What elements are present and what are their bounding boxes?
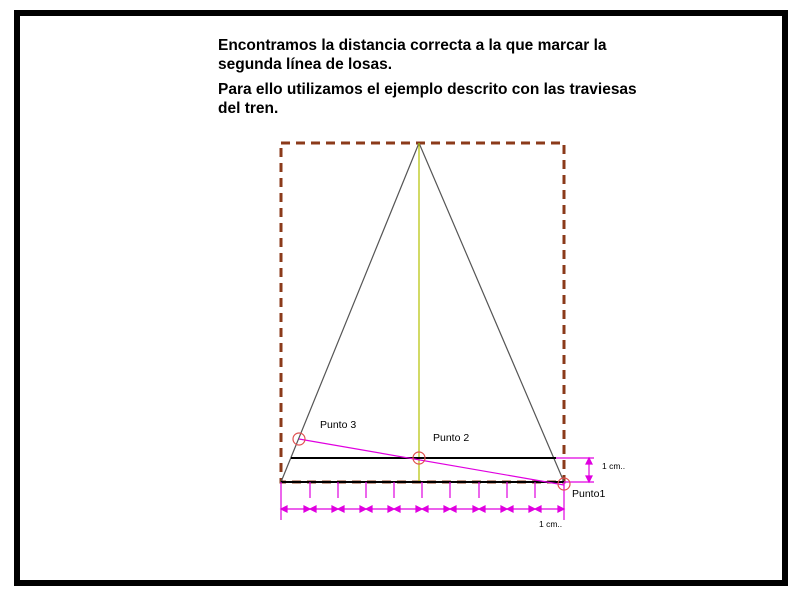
horizontal-measure-row bbox=[281, 506, 564, 512]
base-tick-marks bbox=[281, 482, 564, 520]
horizontal-measure-label: 1 cm.. bbox=[539, 519, 563, 529]
slide-paragraph-1: Encontramos la distancia correcta a la que marcar la segunda línea de losas. bbox=[218, 37, 607, 73]
triangle-left-side bbox=[281, 143, 419, 482]
diagonal-line bbox=[299, 439, 564, 485]
punto-2-label: Punto 2 bbox=[433, 432, 470, 444]
vertical-measure-label: 1 cm.. bbox=[602, 461, 626, 471]
punto-1-label: Punto1 bbox=[572, 488, 606, 500]
punto-3-label: Punto 3 bbox=[320, 419, 357, 431]
dashed-boundary-rectangle bbox=[281, 143, 564, 482]
slide-paragraph-2: Para ello utilizamos el ejemplo descrito con las traviesas del tren. bbox=[218, 81, 637, 117]
